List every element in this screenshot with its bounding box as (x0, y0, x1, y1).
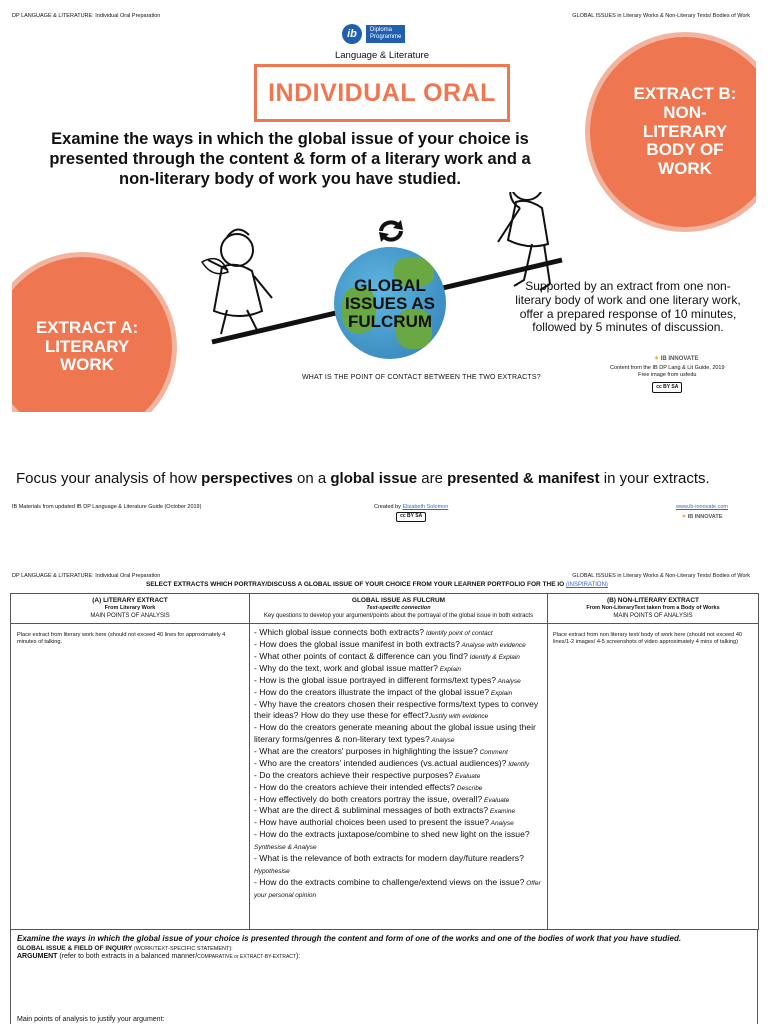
question-hint: Analyse (496, 677, 521, 685)
question-hint: Analyse (429, 737, 455, 745)
question-hint: Synthesise & Analyse (254, 844, 317, 852)
focus-statement: Focus your analysis of how perspectives on a global issue are presented & manifest in your extracts. (16, 470, 710, 487)
ib-logo-line1: Diploma (370, 27, 393, 34)
question-hint: Justify with evidence (428, 713, 489, 721)
non-literary-extract-area[interactable]: Place extract from non literary text/ body of work here (should not exceed 40 lines/1-2 images/ 4-5 screenshots of video approximately 4 mins of talking) (548, 624, 759, 930)
cc-license-badge: cc BY SA (652, 382, 682, 393)
poster (12, 22, 756, 412)
question-hint: Identify point of contact (424, 630, 493, 638)
subject-label: Language & Literature (334, 50, 430, 61)
question-hint: Explain (437, 666, 462, 674)
rotate-arrows-icon (376, 218, 406, 244)
page1-header-left: DP LANGUAGE & LITERATURE: Individual Oral Preparation (12, 13, 161, 19)
question-item: - How do the extracts combine to challenge/extend views on the issue? Offer your personal opinion (254, 876, 541, 899)
footer-brand-icon: ✶ (681, 514, 687, 521)
io-planning-table (10, 593, 759, 930)
question-item: - Which global issue connects both extracts? Identify point of contact (254, 627, 493, 638)
globe-text: GLOBAL ISSUES AS FULCRUM (344, 276, 436, 331)
credit-line1: Content from the IB DP Lang & Lit Guide, 2019 (610, 365, 725, 371)
global-issue-label: GLOBAL ISSUE & FIELD OF INQUIRY (WORK/TEXT-SPECIFIC STATEMENT): (17, 945, 233, 952)
question-hint: Evaluate (482, 796, 510, 804)
poster-brand: ✶ IB INNOVATE (654, 356, 699, 362)
footer-cc-badge: cc BY SA (396, 512, 426, 522)
col-a-header: (A) LITERARY EXTRACT From Literary Work MAIN POINTS OF ANALYSIS (11, 594, 250, 624)
extract-a-label: EXTRACT A: LITERARY WORK (35, 317, 139, 375)
argument-label: ARGUMENT (refer to both extracts in a balanced manner/COMPARATIVE or EXTRACT-BY-EXTRACT): (17, 953, 301, 960)
question-hint: Identify & Explain (467, 654, 520, 662)
question-item: - What is the relevance of both extracts for modern day/future readers? Hypothesise (254, 853, 524, 875)
question-hint: Evaluate (453, 772, 481, 780)
footer-created: Created by Elizabeth Solomon cc BY SA (374, 504, 448, 522)
question-item: - Do the creators achieve their respective purposes? Evaluate (254, 769, 481, 780)
question-item: - Why do the text, work and global issue matter? Explain (254, 663, 462, 674)
question-item: - How do the creators generate meaning about the global issue using their literary forms/genres & non-literary text types? Analyse (254, 722, 536, 745)
extract-b-circle (585, 32, 756, 232)
argument-planning-box[interactable] (10, 929, 758, 1024)
question-hint: Hypothesise (254, 867, 290, 875)
website-link[interactable]: www.ib-innovate.com (676, 504, 728, 510)
bottom-examine-text: Examine the ways in which the global issue of your choice is presented through the content and form of one of the works and one of the bodies of work that you have studied. (17, 934, 682, 943)
question-item: - What are the creators' purposes in highlighting the issue? Comment (254, 746, 508, 757)
question-hint: Analyse (489, 820, 514, 828)
question-item: - How have authorial choices been used to present the issue? Analyse (254, 817, 514, 828)
ib-logo (342, 24, 405, 44)
question-hint: Identify (506, 760, 530, 768)
col-b-header: (B) NON-LITERARY EXTRACT From Non-LiteraryText taken from a Body of Works MAIN POINTS OF ANALYSIS (548, 594, 759, 624)
poster-title: INDIVIDUAL ORAL (254, 64, 510, 122)
footer-source: IB Materials from updated IB DP Language & Literature Guide (October 2019) (12, 504, 202, 510)
poster-examine-text: Examine the ways in which the global issue of your choice is presented through the content & form of a literary work and a non-literary body of work you have studied. (49, 130, 531, 188)
page2-header-right: GLOBAL ISSUES in Literary Works & Non-Literary Texts/ Bodies of Work (572, 573, 750, 579)
question-hint: Analyse with evidence (459, 642, 526, 650)
question-item: - What are the direct & subliminal messages of both extracts? Examine (254, 805, 516, 816)
main-points-label: Main points of analysis to justify your argument: (17, 1016, 165, 1023)
page2-instruction: SELECT EXTRACTS WHICH PORTRAY/DISCUSS A GLOBAL ISSUE OF YOUR CHOICE FROM YOUR LEARNER PORTFOLIO FOR THE IO (INSPIRATION) (146, 581, 608, 588)
question-hint: Comment (477, 749, 508, 757)
key-questions-list (250, 624, 548, 930)
supported-text: Supported by an extract from one non-literary body of work and one literary work, offer a prepared response of 10 minutes, followed by 5 minutes of discussion. (515, 279, 741, 335)
question-hint: Describe (454, 784, 483, 792)
poster-credit (610, 365, 725, 393)
question-item: - How is the global issue portrayed in different forms/text types? Analyse (254, 674, 521, 685)
page1-header-right: GLOBAL ISSUES in Literary Works & Non-Literary Texts/ Bodies of Work (572, 13, 750, 19)
ib-logo-line2: Programme (370, 34, 402, 40)
author-link[interactable]: Elizabeth Solomon (402, 504, 449, 510)
extract-b-label: EXTRACT B: NON-LITERARY BODY OF WORK (633, 84, 737, 179)
question-item: - Why have the creators chosen their respective forms/text types to convey their ideas? How do they use these for effect?Justify with evidence (254, 698, 539, 721)
question-item: - How do the extracts juxtapose/combine to shed new light on the issue? Synthesise & Analyse (254, 829, 530, 852)
page2-header-left: DP LANGUAGE & LITERATURE: Individual Oral Preparation (12, 573, 161, 579)
question-item: - Who are the creators' intended audiences (vs.actual audiences)? Identify (254, 757, 530, 768)
question-item: - How effectively do both creators portray the issue, overall? Evaluate (254, 793, 510, 804)
credit-line2: Free image from usfedu (638, 372, 697, 379)
question-item: - How does the global issue manifest in both extracts? Analyse with evidence (254, 639, 526, 650)
inspiration-link[interactable]: (INSPIRATION) (566, 582, 608, 588)
globe-fulcrum (334, 247, 446, 359)
point-of-contact-question: WHAT IS THE POINT OF CONTACT BETWEEN THE TWO EXTRACTS? (302, 374, 541, 381)
ib-innovate-icon: ✶ (654, 356, 660, 362)
footer-right: www.ib-innovate.com ✶ IB INNOVATE (676, 504, 728, 521)
question-item: - What other points of contact & difference can you find? Identify & Explain (254, 651, 520, 662)
question-hint: Offer your personal opinion (254, 879, 541, 899)
literary-extract-area[interactable]: Place extract from literary work here (should not exceed 40 lines for approximately 4 minutes of talking. (11, 624, 250, 930)
col-mid-header: GLOBAL ISSUE AS FULCRUM Text-specific connection Key questions to develop your argument/points about the portrayal of the global issue in both extracts (250, 594, 548, 624)
question-hint: Examine (488, 808, 516, 816)
ib-logo-icon: ib (342, 24, 362, 44)
question-item: - How do the creators achieve their intended effects? Describe (254, 781, 483, 792)
question-hint: Explain (489, 689, 513, 697)
question-item: - How do the creators illustrate the impact of the global issue? Explain (254, 686, 513, 697)
